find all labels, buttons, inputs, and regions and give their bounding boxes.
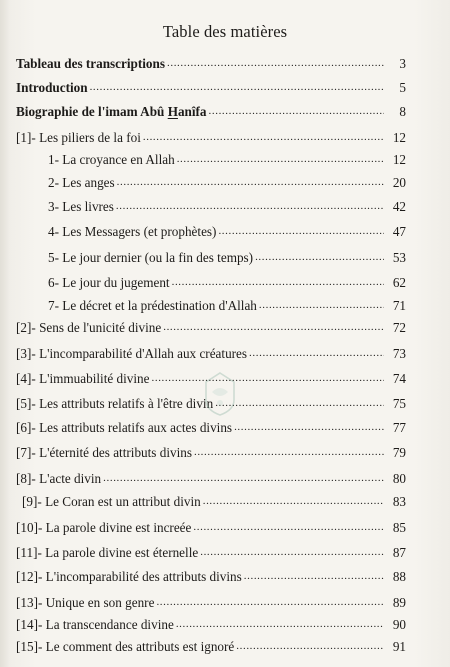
toc-leader-dots <box>103 471 384 483</box>
toc-leader-dots <box>259 298 384 310</box>
toc-leader-dots <box>152 371 385 383</box>
toc-entry <box>16 130 406 146</box>
toc-entry <box>16 520 406 536</box>
toc-entry-label: 3- Les livres <box>48 199 114 214</box>
table-of-contents <box>0 54 450 664</box>
watermark-seal-icon <box>200 370 240 418</box>
toc-entry-label: Tableau des transcriptions <box>16 56 165 71</box>
label-part: Biographie de l'imam Abû <box>16 104 168 119</box>
toc-leader-dots <box>203 494 384 506</box>
toc-entry-label: 4- Les Messagers (et prophètes) <box>48 224 217 239</box>
toc-entry-page: 71 <box>392 298 406 313</box>
toc-entry <box>16 617 406 633</box>
toc-entry-label: [10]- La parole divine est increée <box>16 520 192 535</box>
label-part: anîfa <box>177 104 207 119</box>
toc-leader-dots <box>156 595 384 607</box>
toc-entry-label: [6]- Les attributs relatifs aux actes divins <box>16 420 233 435</box>
toc-entry <box>48 275 406 291</box>
toc-entry <box>16 346 406 362</box>
toc-leader-dots <box>236 639 384 651</box>
toc-entry <box>48 298 406 314</box>
toc-leader-dots <box>255 250 384 262</box>
toc-entry-page: 79 <box>392 445 406 460</box>
toc-entry-page: 87 <box>392 545 406 560</box>
toc-entry-page: 74 <box>392 371 406 386</box>
toc-leader-dots <box>209 104 384 116</box>
toc-entry-page: 89 <box>392 595 406 610</box>
toc-leader-dots <box>244 569 384 581</box>
toc-entry-label: 6- Le jour du jugement <box>48 275 170 290</box>
toc-entry-label: Introduction <box>16 80 88 95</box>
toc-entry <box>48 199 406 215</box>
toc-entry-page: 8 <box>399 104 406 119</box>
toc-entry-page: 75 <box>392 396 406 411</box>
toc-entry-page: 20 <box>392 175 406 190</box>
toc-entry <box>16 471 406 487</box>
toc-entry <box>16 320 406 336</box>
toc-entry-label: [8]- L'acte divin <box>16 471 102 486</box>
toc-leader-dots <box>143 130 384 142</box>
toc-entry <box>16 104 406 120</box>
toc-entry-label: [15]- Le comment des attributs est ignoré <box>16 639 235 654</box>
toc-entry-label: 2- Les anges <box>48 175 115 190</box>
toc-entry-page: 77 <box>392 420 406 435</box>
toc-entry <box>16 445 406 461</box>
toc-leader-dots <box>193 520 384 532</box>
toc-entry-page: 42 <box>392 199 406 214</box>
toc-entry <box>16 80 406 96</box>
toc-entry-label: [14]- La transcendance divine <box>16 617 174 632</box>
toc-entry-label: 5- Le jour dernier (ou la fin des temps) <box>48 250 254 265</box>
toc-entry-label: 7- Le décret et la prédestination d'Allah <box>48 298 257 313</box>
toc-entry <box>48 152 406 168</box>
toc-entry <box>22 494 406 510</box>
toc-entry-page: 88 <box>392 569 406 584</box>
toc-entry-page: 12 <box>392 152 406 167</box>
toc-entry-page: 73 <box>392 346 406 361</box>
toc-entry <box>16 545 406 561</box>
toc-entry-page: 91 <box>392 639 406 654</box>
toc-leader-dots <box>234 420 384 432</box>
toc-leader-dots <box>249 346 384 358</box>
label-underlined-letter: H <box>167 104 178 119</box>
toc-entry-label: [9]- Le Coran est un attribut divin <box>22 494 201 509</box>
toc-leader-dots <box>116 199 384 211</box>
toc-entry-label: 1- La croyance en Allah <box>48 152 175 167</box>
toc-leader-dots <box>176 617 384 629</box>
toc-leader-dots <box>167 56 384 68</box>
toc-leader-dots <box>90 80 384 92</box>
toc-entry-label: [12]- L'incomparabilité des attributs divins <box>16 569 242 584</box>
toc-entry-label: [7]- L'éternité des attributs divins <box>16 445 192 460</box>
toc-entry-page: 53 <box>392 250 406 265</box>
toc-entry <box>48 250 406 266</box>
toc-entry <box>16 595 406 611</box>
toc-entry-page: 5 <box>399 80 406 95</box>
toc-leader-dots <box>117 175 384 187</box>
toc-entry-label: [2]- Sens de l'unicité divine <box>16 320 162 335</box>
toc-leader-dots <box>163 320 384 332</box>
toc-entry-page: 83 <box>392 494 406 509</box>
toc-entry <box>16 639 406 655</box>
toc-entry-label: [5]- Les attributs relatifs à l'être divin <box>16 396 214 411</box>
toc-entry-page: 3 <box>399 56 406 71</box>
toc-entry <box>48 224 406 240</box>
toc-entry-label: [13]- Unique en son genre <box>16 595 155 610</box>
toc-leader-dots <box>177 152 384 164</box>
toc-entry-label: [4]- L'immuabilité divine <box>16 371 150 386</box>
toc-leader-dots <box>215 396 384 408</box>
toc-leader-dots <box>172 275 384 287</box>
toc-entry-page: 72 <box>392 320 406 335</box>
toc-leader-dots <box>218 224 384 236</box>
toc-entry-page: 47 <box>392 224 406 239</box>
toc-entry <box>16 56 406 72</box>
toc-entry-page: 62 <box>392 275 406 290</box>
toc-leader-dots <box>200 545 384 557</box>
toc-entry-page: 12 <box>392 130 406 145</box>
toc-entry-page: 90 <box>392 617 406 632</box>
toc-entry <box>16 420 406 436</box>
toc-entry-page: 80 <box>392 471 406 486</box>
toc-entry <box>16 569 406 585</box>
page-title: Table des matières <box>162 22 288 41</box>
toc-leader-dots <box>194 445 384 457</box>
toc-entry-label: [11]- La parole divine est éternelle <box>16 545 199 560</box>
toc-entry <box>48 175 406 191</box>
toc-entry-page: 85 <box>392 520 406 535</box>
toc-entry-label <box>16 104 207 120</box>
toc-entry-label: [1]- Les piliers de la foi <box>16 130 141 145</box>
toc-entry-label: [3]- L'incomparabilité d'Allah aux créatures <box>16 346 248 361</box>
